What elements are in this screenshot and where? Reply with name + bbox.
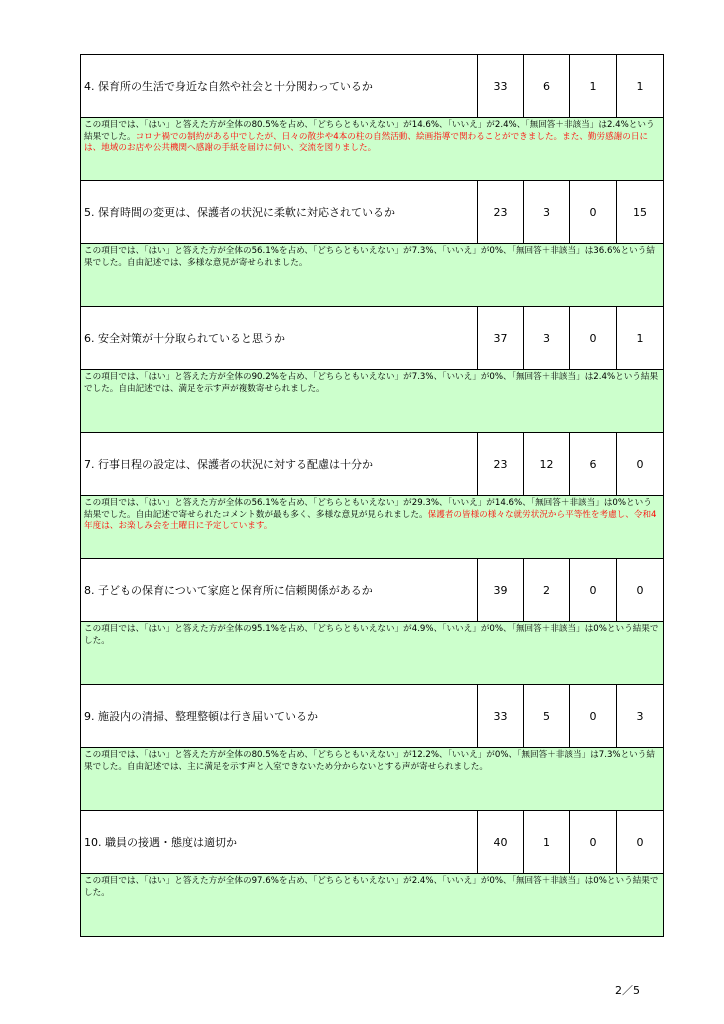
- comment-text: この項目では、「はい」と答えた方が全体の80.5%を占め、「どちらともいえない」が14.6%、「いいえ」が2.4%、「無回答＋非該当」は2.4%という結果でした。: [84, 120, 655, 142]
- question-row: [81, 181, 664, 244]
- response-count: 0: [570, 559, 617, 622]
- response-count: 23: [478, 433, 524, 496]
- response-count: 0: [570, 181, 617, 244]
- survey-body: [81, 55, 664, 937]
- response-count: 33: [478, 685, 524, 748]
- response-count: 15: [617, 181, 664, 244]
- question-text: 4. 保育所の生活で身近な自然や社会と十分関わっているか: [81, 55, 478, 118]
- comment-text: この項目では、「はい」と答えた方が全体の80.5%を占め、「どちらともいえない」が12.2%、「いいえ」が0%、「無回答＋非該当」は7.3%という結果でした。自由記述では、主に満足を示す声と入室できないため分からないとする声が寄せられました。: [84, 750, 655, 772]
- survey-table: [80, 54, 664, 937]
- comment-cell: [81, 370, 664, 433]
- response-count: 5: [524, 685, 570, 748]
- question-text: 9. 施設内の清掃、整理整頓は行き届いているか: [81, 685, 478, 748]
- response-count: 0: [617, 811, 664, 874]
- comment-text: この項目では、「はい」と答えた方が全体の90.2%を占め、「どちらともいえない」が7.3%、「いいえ」が0%、「無回答＋非該当」は2.4%という結果でした。自由記述では、満足を示す声が複数寄せられました。: [84, 372, 659, 394]
- response-count: 0: [617, 559, 664, 622]
- response-count: 2: [524, 559, 570, 622]
- comment-row: [81, 496, 664, 559]
- comment-highlight-text: 保護者の皆様の様々な就労状況から平等性を考慮し、令和4年度は、お楽しみ会を土曜日に予定しています。: [84, 509, 657, 531]
- response-count: 1: [617, 55, 664, 118]
- response-count: 23: [478, 181, 524, 244]
- question-text: 10. 職員の接遇・態度は適切か: [81, 811, 478, 874]
- response-count: 37: [478, 307, 524, 370]
- response-count: 3: [617, 685, 664, 748]
- response-count: 0: [570, 307, 617, 370]
- response-count: 0: [570, 811, 617, 874]
- response-count: 0: [570, 685, 617, 748]
- comment-row: [81, 118, 664, 181]
- comment-cell: [81, 118, 664, 181]
- comment-cell: [81, 244, 664, 307]
- comment-row: [81, 370, 664, 433]
- comment-cell: [81, 874, 664, 937]
- question-text: 8. 子どもの保育について家庭と保育所に信頼関係があるか: [81, 559, 478, 622]
- question-text: 5. 保育時間の変更は、保護者の状況に柔軟に対応されているか: [81, 181, 478, 244]
- comment-text: この項目では、「はい」と答えた方が全体の95.1%を占め、「どちらともいえない」が4.9%、「いいえ」が0%、「無回答＋非該当」は0%という結果でした。: [84, 624, 659, 646]
- response-count: 1: [617, 307, 664, 370]
- response-count: 6: [570, 433, 617, 496]
- question-row: [81, 559, 664, 622]
- response-count: 0: [617, 433, 664, 496]
- comment-highlight-text: コロナ禍での制約がある中でしたが、日々の散歩や4本の柱の自然活動、絵画指導で関わることができました。また、勤労感謝の日には、地域のお店や公共機関へ感謝の手紙を届けに伺い、交流を図りました。: [84, 131, 649, 153]
- comment-text: この項目では、「はい」と答えた方が全体の56.1%を占め、「どちらともいえない」が29.3%、「いいえ」が14.6%、「無回答＋非該当」は0%という結果でした。自由記述で寄せられたコメント数が最も多く、多様な意見が見られました。: [84, 498, 652, 520]
- question-text: 7. 行事日程の設定は、保護者の状況に対する配慮は十分か: [81, 433, 478, 496]
- comment-text: この項目では、「はい」と答えた方が全体の56.1%を占め、「どちらともいえない」が7.3%、「いいえ」が0%、「無回答＋非該当」は36.6%という結果でした。自由記述では、多様な意見が寄せられました。: [84, 246, 655, 268]
- question-row: [81, 811, 664, 874]
- comment-row: [81, 622, 664, 685]
- response-count: 33: [478, 55, 524, 118]
- response-count: 6: [524, 55, 570, 118]
- response-count: 1: [570, 55, 617, 118]
- comment-cell: [81, 622, 664, 685]
- response-count: 40: [478, 811, 524, 874]
- page-number: 2／5: [615, 984, 640, 997]
- response-count: 1: [524, 811, 570, 874]
- response-count: 12: [524, 433, 570, 496]
- question-row: [81, 685, 664, 748]
- comment-row: [81, 244, 664, 307]
- comment-row: [81, 748, 664, 811]
- question-row: [81, 307, 664, 370]
- comment-text: この項目では、「はい」と答えた方が全体の97.6%を占め、「どちらともいえない」が2.4%、「いいえ」が0%、「無回答＋非該当」は0%という結果でした。: [84, 876, 659, 898]
- question-row: [81, 433, 664, 496]
- question-row: [81, 55, 664, 118]
- response-count: 3: [524, 181, 570, 244]
- response-count: 39: [478, 559, 524, 622]
- comment-row: [81, 874, 664, 937]
- comment-cell: [81, 748, 664, 811]
- response-count: 3: [524, 307, 570, 370]
- question-text: 6. 安全対策が十分取られていると思うか: [81, 307, 478, 370]
- comment-cell: [81, 496, 664, 559]
